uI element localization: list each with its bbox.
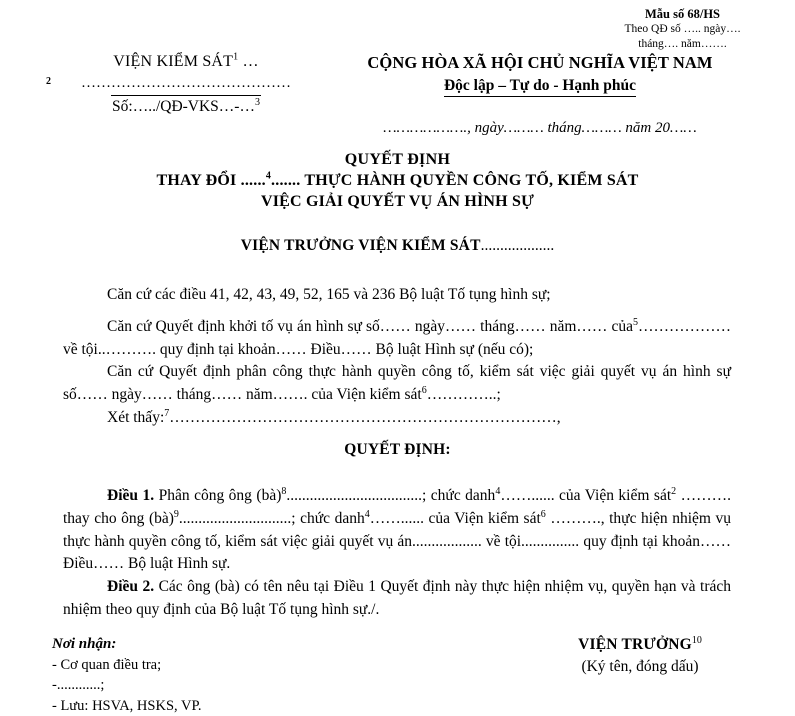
document-header [0,52,795,147]
issuer-title: VIỆN TRƯỞNG VIỆN KIỂM SÁT [240,237,481,254]
document-number: Số:…../QĐ-VKS…-… [112,98,255,116]
recipient-item: - Cơ quan điều tra; [52,657,162,673]
article-1-text-2: ...................................; chức danh [286,487,496,504]
recital-4-text-b: …………………………………………………………………, [169,408,561,426]
recital-1-text: Căn cứ các điều 41, 42, 43, 49, 52, 165 và 236 Bộ luật Tố tụng hình sự; [107,286,551,303]
footnote-marker-3: 3 [254,97,260,109]
article-2-label: Điều 2. [107,578,155,596]
signature-note: (Ký tên, đóng dấu) [581,658,699,675]
article-1-text-6: ……...... của Viện kiểm sát [369,509,541,527]
recital-2-text-a: Căn cứ Quyết định khởi tố vụ án hình sự số…… ngày…… tháng…… năm…… của [107,317,633,335]
document-number-line [52,97,320,117]
footnote-marker-4b: 4 [495,485,501,497]
document-title-block [0,150,795,212]
footnote-marker-6: 6 [421,384,427,396]
header-divider-rule [111,95,261,96]
document-recitals [63,284,731,430]
article-1-text-1: Phân công ông (bà) [154,487,282,504]
recipients-label: Nơi nhận: [52,636,117,652]
place-date-line: ………………., ngày……… tháng……… năm 20…… [383,120,697,137]
form-code-block [575,6,790,52]
article-1-text-5: .............................; chức danh [178,509,365,527]
form-code-decision-line2: tháng…. năm……. [638,38,727,51]
agency-name-dots: … [238,53,259,70]
document-articles [63,485,731,622]
recital-paragraph-4 [63,407,731,430]
issuer-blank-dots: ................... [480,237,555,254]
footnote-marker-2b: 2 [671,485,677,497]
decision-heading: QUYẾT ĐỊNH: [344,441,451,458]
title-line-2-part-b: ....... THỰC HÀNH QUYỀN CÔNG TỐ, KIỂM SÁT [271,171,639,189]
footnote-marker-7: 7 [164,407,170,419]
recipients-block [52,634,432,716]
recital-paragraph-2 [63,316,731,362]
article-1 [63,485,731,576]
recital-3-text-a: Căn cứ Quyết định phân công thực hành quyền công tố, kiểm sát việc giải quyết vụ án hình sự số…… ngày…… tháng…… năm……. của Viện kiểm sát [63,363,731,404]
recital-3-text-b: …………..; [426,386,501,404]
title-line-1: QUYẾT ĐỊNH [344,151,451,168]
footnote-marker-2: 2 [46,75,51,87]
title-line-2-part-a: THAY ĐỔI ...... [156,171,266,189]
form-code-decision-line1: Theo QĐ số ….. ngày…. [624,23,741,36]
article-1-label: Điều 1. [107,487,155,504]
recipient-item: -............; [52,677,105,694]
article-2-text: Các ông (bà) có tên nêu tại Điều 1 Quyết định này thực hiện nhiệm vụ, quyền hạn và trách nhiệm theo quy định của Bộ luật Tố tụng hình sự./. [63,578,731,618]
signature-title: VIỆN TRƯỞNG [578,636,692,653]
agency-name-line [52,52,320,73]
footnote-marker-8: 8 [281,485,287,497]
signature-title-line [500,634,780,656]
recital-paragraph-1 [63,284,731,307]
agency-name: VIỆN KIỂM SÁT [113,53,234,70]
agency-sub-line [46,74,320,94]
recital-2-text-b: ……………… về tội..………. quy định tại khoản…… Điều…… Bộ luật Hình sự (nếu có); [63,317,731,358]
footnote-marker-10: 10 [691,634,702,646]
article-1-text-7: ………., thực hiện nhiệm vụ thực hành quyền công tố, kiểm sát việc giải quyết vụ án.................. về tội............... quy định tại khoản…… Điều…… Bộ luật Hình sự. [63,509,732,573]
article-1-text-3: ……...... của Viện kiểm sát [500,487,672,504]
recital-4-text-a: Xét thấy: [107,408,165,426]
footnote-marker-9: 9 [173,508,179,520]
title-line-3: VIỆC GIẢI QUYẾT VỤ ÁN HÌNH SỰ [260,192,535,210]
article-2 [63,576,731,622]
footnote-marker-6b: 6 [540,508,546,520]
national-header-block [330,52,750,139]
document-footer [0,634,795,715]
footnote-marker-4: 4 [265,170,272,182]
issuing-agency-block [46,51,320,117]
recital-paragraph-3 [63,361,731,407]
agency-sub-dots: …………………………………… [81,74,291,91]
footnote-marker-1: 1 [233,51,239,63]
national-motto: Độc lập – Tự do - Hạnh phúc [444,76,636,97]
national-title: CỘNG HÒA XÃ HỘI CHỦ NGHĨA VIỆT NAM [367,53,713,72]
article-1-text-4: ………. thay cho ông (bà) [63,487,731,527]
title-line-2 [0,171,795,192]
form-code-number: Mẫu số 68/HS [644,7,720,21]
signature-block [500,634,780,678]
recipient-item: - Lưu: HSVA, HSKS, VP. [52,697,202,714]
footnote-marker-5: 5 [633,316,638,328]
issuer-line [0,236,795,256]
footnote-marker-4c: 4 [364,508,370,520]
